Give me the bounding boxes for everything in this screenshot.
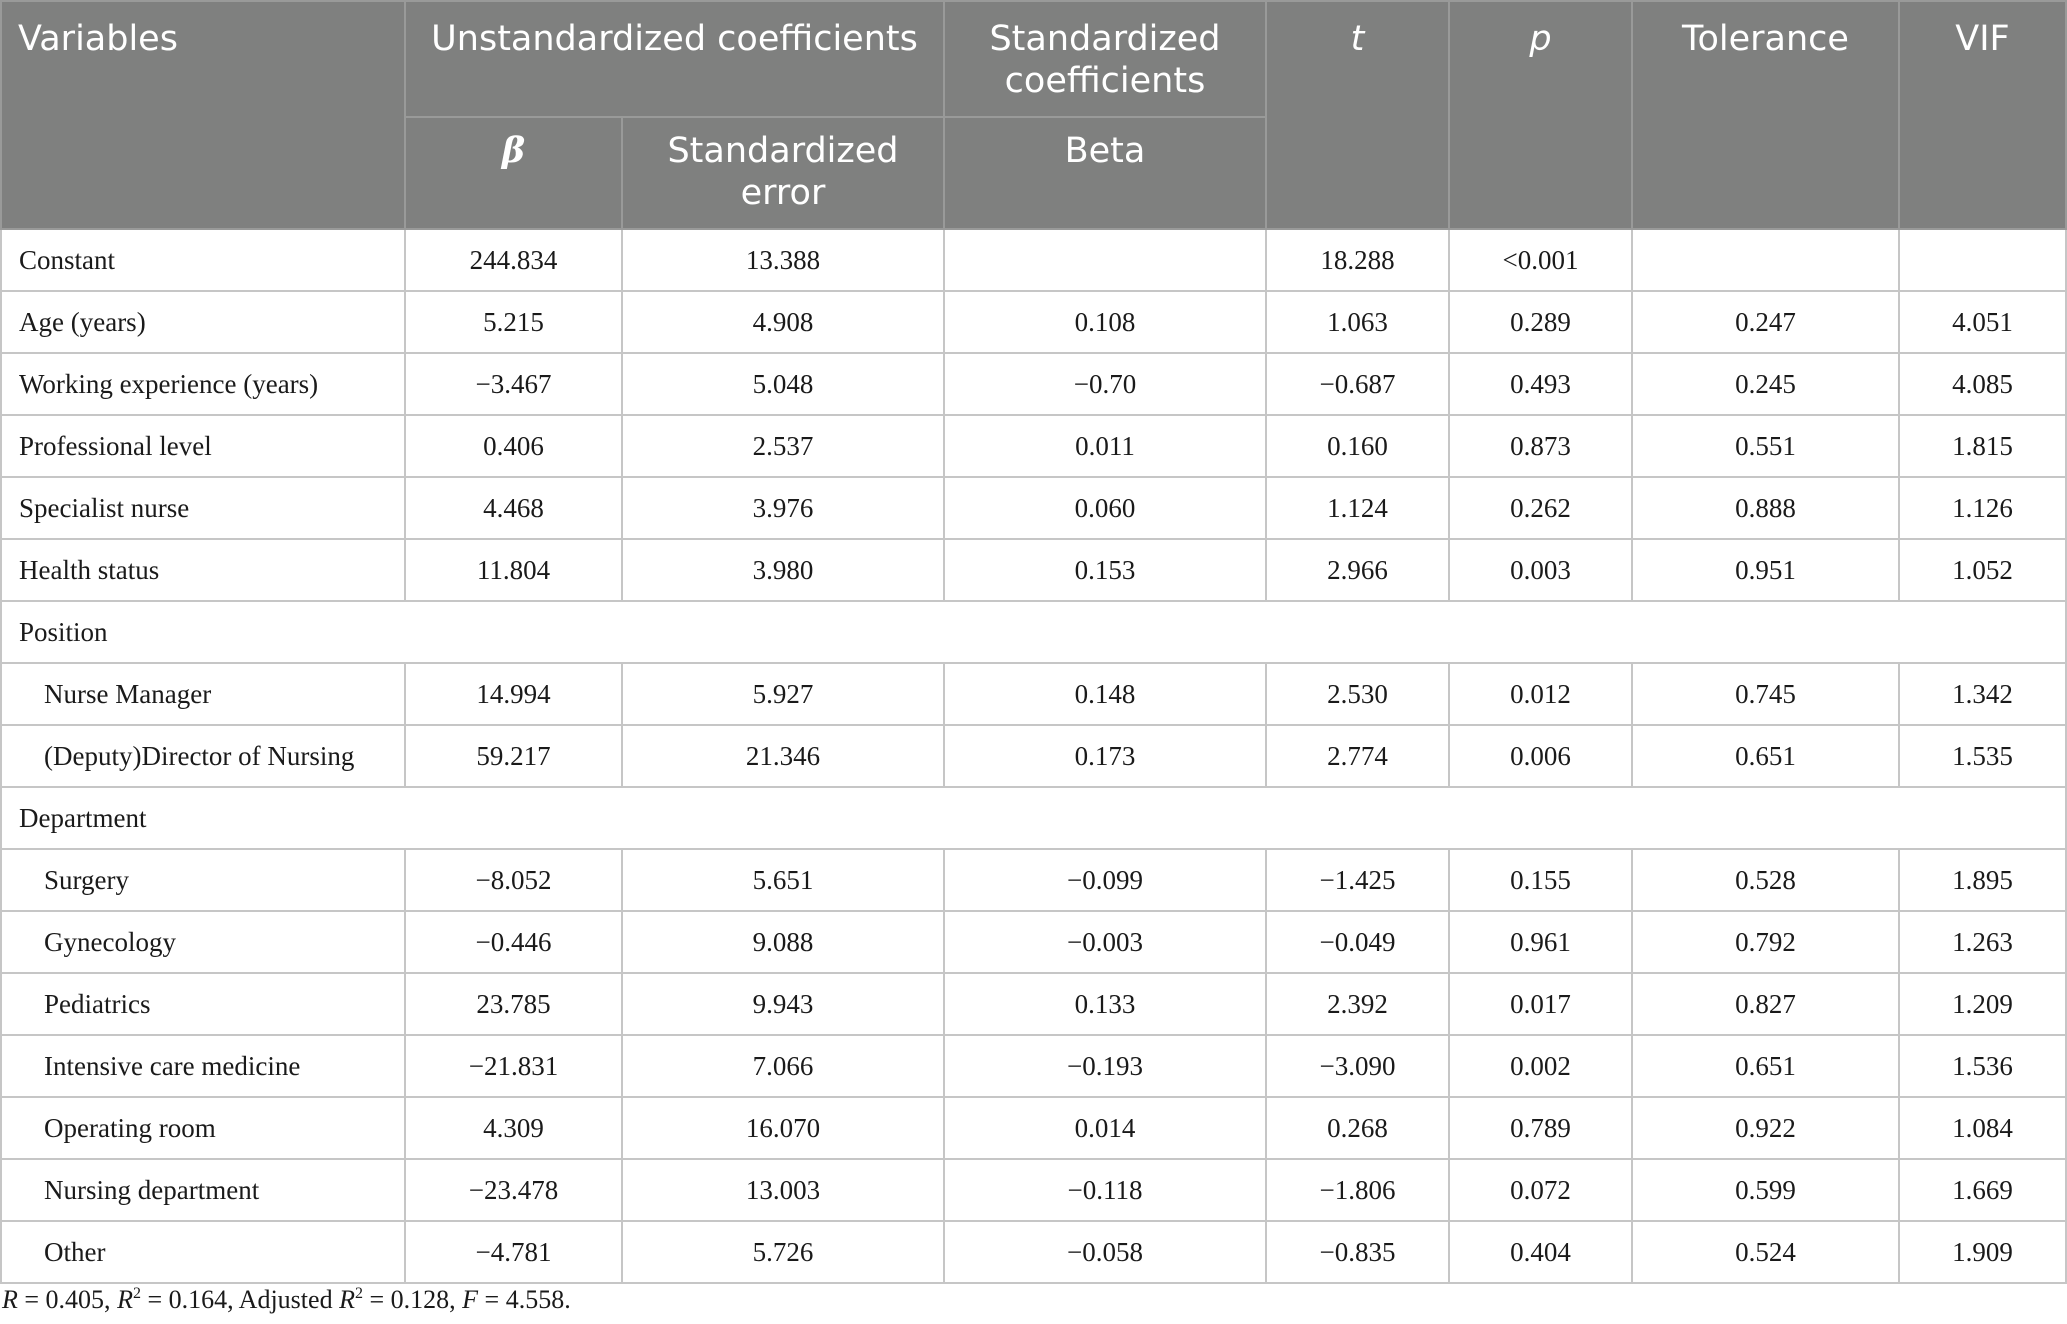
cell-standardized-beta: −0.193 [944,1035,1266,1097]
table-footnote [0,1285,571,1315]
cell-variable-label: Nurse Manager [1,663,405,725]
cell-p-value: 0.789 [1449,1097,1632,1159]
cell-standard-error: 13.003 [622,1159,944,1221]
cell-variable-label: Age (years) [1,291,405,353]
cell-tolerance: 0.245 [1632,353,1899,415]
cell-beta-coefficient: 4.468 [405,477,622,539]
table-row [1,291,2066,353]
cell-vif: 1.535 [1899,725,2066,787]
group-label: Department [1,787,2066,849]
cell-standard-error: 9.088 [622,911,944,973]
cell-vif: 1.536 [1899,1035,2066,1097]
cell-standard-error: 16.070 [622,1097,944,1159]
cell-tolerance: 0.651 [1632,1035,1899,1097]
cell-t-value: 2.530 [1266,663,1449,725]
group-label: Position [1,601,2066,663]
cell-standardized-beta: 0.148 [944,663,1266,725]
cell-standardized-beta: 0.173 [944,725,1266,787]
cell-p-value: 0.961 [1449,911,1632,973]
table-row [1,663,2066,725]
cell-standard-error: 4.908 [622,291,944,353]
cell-t-value: 1.124 [1266,477,1449,539]
cell-vif: 4.085 [1899,353,2066,415]
cell-standard-error: 9.943 [622,973,944,1035]
table-row [1,1159,2066,1221]
cell-t-value: −1.806 [1266,1159,1449,1221]
cell-standardized-beta: −0.118 [944,1159,1266,1221]
cell-t-value: 2.966 [1266,539,1449,601]
header-tolerance: Tolerance [1632,1,1899,229]
cell-variable-label: Constant [1,229,405,291]
table-row [1,477,2066,539]
footnote-r2-superscript: 2 [132,1285,141,1302]
table-row [1,1097,2066,1159]
cell-t-value: 0.160 [1266,415,1449,477]
cell-variable-label: Other [1,1221,405,1283]
cell-t-value: −0.835 [1266,1221,1449,1283]
cell-vif: 1.342 [1899,663,2066,725]
cell-standardized-beta: 0.108 [944,291,1266,353]
footnote-f-value: = 4.558. [478,1285,571,1314]
cell-p-value: 0.002 [1449,1035,1632,1097]
cell-vif: 1.669 [1899,1159,2066,1221]
cell-tolerance: 0.551 [1632,415,1899,477]
cell-beta-coefficient: 4.309 [405,1097,622,1159]
cell-standard-error: 7.066 [622,1035,944,1097]
cell-t-value: −0.049 [1266,911,1449,973]
cell-standardized-beta: 0.133 [944,973,1266,1035]
cell-beta-coefficient: −23.478 [405,1159,622,1221]
header-unstandardized-coefficients: Unstandardized coefficients [405,1,944,117]
cell-p-value: 0.072 [1449,1159,1632,1221]
table-row [1,1035,2066,1097]
footnote-r-value: = 0.405, [17,1285,118,1314]
cell-p-value: 0.006 [1449,725,1632,787]
cell-beta-coefficient: 244.834 [405,229,622,291]
cell-t-value: −1.425 [1266,849,1449,911]
cell-beta-coefficient: −3.467 [405,353,622,415]
footnote-adjusted-r2-symbol: R [339,1285,355,1314]
cell-standard-error: 2.537 [622,415,944,477]
cell-standardized-beta: 0.153 [944,539,1266,601]
cell-t-value: 2.774 [1266,725,1449,787]
cell-p-value: 0.155 [1449,849,1632,911]
cell-variable-label: Specialist nurse [1,477,405,539]
cell-standardized-beta [944,229,1266,291]
cell-vif: 1.084 [1899,1097,2066,1159]
cell-vif: 1.126 [1899,477,2066,539]
cell-t-value: 1.063 [1266,291,1449,353]
cell-standardized-beta: 0.014 [944,1097,1266,1159]
header-t: t [1266,1,1449,229]
cell-tolerance [1632,229,1899,291]
cell-vif: 1.909 [1899,1221,2066,1283]
cell-beta-coefficient: 0.406 [405,415,622,477]
cell-t-value: −3.090 [1266,1035,1449,1097]
table-row [1,415,2066,477]
cell-standardized-beta: −0.058 [944,1221,1266,1283]
cell-standard-error: 5.927 [622,663,944,725]
cell-beta-coefficient: −4.781 [405,1221,622,1283]
cell-vif: 1.263 [1899,911,2066,973]
table-row [1,849,2066,911]
header-beta: Beta [944,117,1266,229]
cell-standardized-beta: 0.060 [944,477,1266,539]
cell-tolerance: 0.247 [1632,291,1899,353]
cell-variable-label: Nursing department [1,1159,405,1221]
cell-variable-label: Health status [1,539,405,601]
cell-tolerance: 0.827 [1632,973,1899,1035]
footnote-adjusted-r2-superscript: 2 [354,1285,363,1302]
cell-p-value: 0.493 [1449,353,1632,415]
table-row [1,353,2066,415]
cell-beta-coefficient: 23.785 [405,973,622,1035]
cell-t-value: 2.392 [1266,973,1449,1035]
cell-beta-coefficient: −8.052 [405,849,622,911]
cell-vif: 1.895 [1899,849,2066,911]
cell-p-value: 0.404 [1449,1221,1632,1283]
cell-variable-label: Gynecology [1,911,405,973]
cell-variable-label: Surgery [1,849,405,911]
cell-variable-label: (Deputy)Director of Nursing [1,725,405,787]
cell-vif: 4.051 [1899,291,2066,353]
cell-vif: 1.052 [1899,539,2066,601]
header-p: p [1449,1,1632,229]
cell-p-value: 0.017 [1449,973,1632,1035]
cell-beta-coefficient: 5.215 [405,291,622,353]
cell-t-value: 0.268 [1266,1097,1449,1159]
cell-standard-error: 3.980 [622,539,944,601]
cell-vif: 1.209 [1899,973,2066,1035]
footnote-r2-symbol: R [117,1285,133,1314]
cell-tolerance: 0.922 [1632,1097,1899,1159]
cell-standard-error: 5.048 [622,353,944,415]
cell-standardized-beta: −0.70 [944,353,1266,415]
cell-beta-coefficient: 14.994 [405,663,622,725]
cell-standard-error: 5.651 [622,849,944,911]
cell-tolerance: 0.524 [1632,1221,1899,1283]
cell-variable-label: Intensive care medicine [1,1035,405,1097]
cell-t-value: 18.288 [1266,229,1449,291]
header-beta-symbol: β [405,117,622,229]
cell-p-value: <0.001 [1449,229,1632,291]
footnote-f-symbol: F [462,1285,479,1314]
cell-variable-label: Professional level [1,415,405,477]
table-row [1,1221,2066,1283]
cell-beta-coefficient: −21.831 [405,1035,622,1097]
footnote-r-symbol: R [2,1285,18,1314]
cell-standardized-beta: 0.011 [944,415,1266,477]
cell-vif: 1.815 [1899,415,2066,477]
table-row [1,229,2066,291]
table-body [1,229,2066,1283]
table-row [1,973,2066,1035]
cell-standard-error: 21.346 [622,725,944,787]
cell-tolerance: 0.951 [1632,539,1899,601]
cell-t-value: −0.687 [1266,353,1449,415]
cell-variable-label: Pediatrics [1,973,405,1035]
header-vif: VIF [1899,1,2066,229]
table-group-row [1,787,2066,849]
cell-standard-error: 5.726 [622,1221,944,1283]
table-row [1,539,2066,601]
cell-tolerance: 0.528 [1632,849,1899,911]
cell-p-value: 0.873 [1449,415,1632,477]
cell-variable-label: Working experience (years) [1,353,405,415]
header-standardized-coefficients: Standardized coefficients [944,1,1266,117]
cell-tolerance: 0.745 [1632,663,1899,725]
cell-beta-coefficient: 11.804 [405,539,622,601]
table-group-row [1,601,2066,663]
header-variables: Variables [1,1,405,229]
cell-p-value: 0.012 [1449,663,1632,725]
cell-standardized-beta: −0.003 [944,911,1266,973]
cell-tolerance: 0.651 [1632,725,1899,787]
cell-standardized-beta: −0.099 [944,849,1266,911]
cell-standard-error: 3.976 [622,477,944,539]
cell-p-value: 0.003 [1449,539,1632,601]
footnote-adjusted-r2-value: = 0.128, [362,1285,463,1314]
cell-tolerance: 0.792 [1632,911,1899,973]
cell-beta-coefficient: −0.446 [405,911,622,973]
table-row [1,725,2066,787]
cell-variable-label: Operating room [1,1097,405,1159]
cell-p-value: 0.289 [1449,291,1632,353]
cell-beta-coefficient: 59.217 [405,725,622,787]
cell-tolerance: 0.888 [1632,477,1899,539]
cell-tolerance: 0.599 [1632,1159,1899,1221]
footnote-r2-value: = 0.164, Adjusted [140,1285,340,1314]
header-standardized-error: Standardized error [622,117,944,229]
table-row [1,911,2066,973]
cell-vif [1899,229,2066,291]
cell-standard-error: 13.388 [622,229,944,291]
cell-p-value: 0.262 [1449,477,1632,539]
